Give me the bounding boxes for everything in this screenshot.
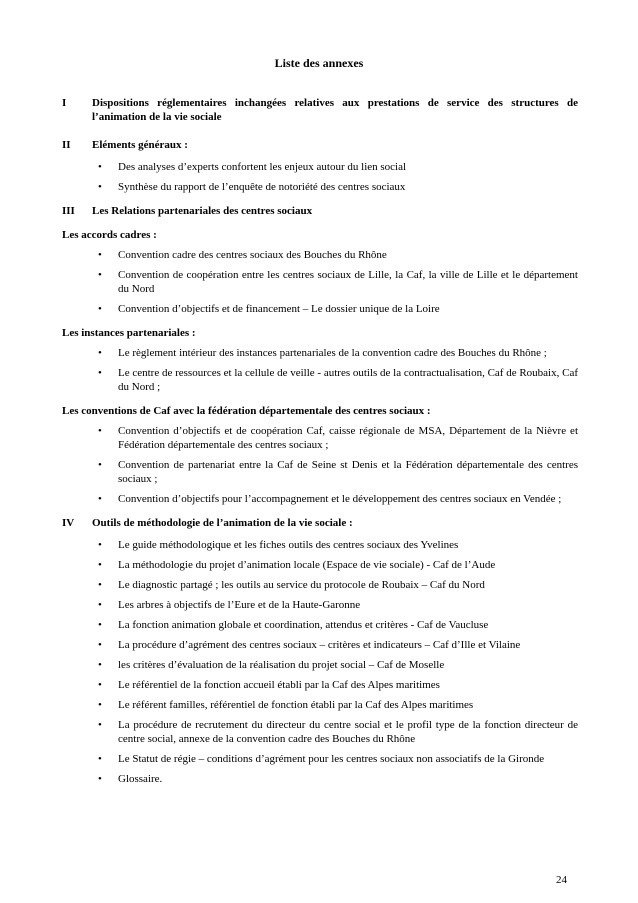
section-title: Dispositions réglementaires inchangées relatives aux prestations de service des structures de l’animation de la vie sociale <box>92 97 578 123</box>
bullet-icon: • <box>98 579 102 591</box>
accords-list <box>62 248 578 316</box>
bullet-icon: • <box>98 599 102 611</box>
page-title: Liste des annexes <box>274 56 364 70</box>
section-1 <box>62 96 578 124</box>
bullet-icon: • <box>98 347 102 359</box>
annex-list <box>62 96 578 796</box>
bullet-icon: • <box>98 303 102 315</box>
section-number: II <box>62 139 71 151</box>
section-3 <box>62 204 578 218</box>
section-title: Outils de méthodologie de l’animation de la vie sociale : <box>92 517 353 529</box>
list-item: • Convention d’objectifs et de financement – Le dossier unique de la Loire <box>98 303 440 315</box>
section-title: Eléments généraux : <box>92 139 188 151</box>
bullet-icon: • <box>98 659 102 671</box>
bullet-icon: • <box>98 539 102 551</box>
section-2-list <box>62 160 578 194</box>
accords-heading: Les accords cadres : <box>62 229 157 241</box>
list-item: • Convention cadre des centres sociaux des Bouches du Rhône <box>98 249 387 261</box>
list-item: • La méthodologie du projet d’animation locale (Espace de vie sociale) - Caf de l’Aude <box>98 559 496 571</box>
bullet-icon: • <box>98 699 102 711</box>
section-title: Les Relations partenariales des centres sociaux <box>92 205 313 217</box>
bullet-icon: • <box>98 679 102 691</box>
list-item: • Le Statut de régie – conditions d’agrément pour les centres sociaux non associatifs de la Gironde <box>98 753 545 765</box>
bullet-icon: • <box>98 459 102 471</box>
section-number: IV <box>62 517 75 529</box>
bullet-icon: • <box>98 269 102 281</box>
section-2 <box>62 138 578 152</box>
list-item: • La procédure de recrutement du directeur du centre social et le profil type de la fonction directeur de centre social, annexe de la convention cadre des Bouches du Rhône <box>98 719 578 745</box>
section-4 <box>62 516 578 530</box>
page-number: 24 <box>556 874 567 886</box>
conventions-list <box>62 424 578 506</box>
bullet-icon: • <box>98 559 102 571</box>
list-item: • Le centre de ressources et la cellule de veille - autres outils de la contractualisation, Caf de Roubaix, Caf du Nord ; <box>98 367 578 393</box>
bullet-icon: • <box>98 249 102 261</box>
section-number: I <box>62 97 67 109</box>
list-item: • Convention de partenariat entre la Caf de Seine st Denis et la Fédération départementale des centres sociaux ; <box>98 459 578 485</box>
bullet-icon: • <box>98 773 102 785</box>
list-item: • Le référentiel de la fonction accueil établi par la Caf des Alpes maritimes <box>98 679 440 691</box>
list-item: • les critères d’évaluation de la réalisation du projet social – Caf de Moselle <box>98 659 445 671</box>
bullet-icon: • <box>98 161 102 173</box>
bullet-icon: • <box>98 425 102 437</box>
list-item: • Le règlement intérieur des instances partenariales de la convention cadre des Bouches du Rhône ; <box>98 347 547 359</box>
bullet-icon: • <box>98 619 102 631</box>
list-item: • La procédure d’agrément des centres sociaux – critères et indicateurs – Caf d’Ille et Vilaine <box>98 639 521 651</box>
list-item: • Convention d’objectifs pour l’accompagnement et le développement des centres sociaux en Vendée ; <box>98 493 562 505</box>
list-item: • Le guide méthodologique et les fiches outils des centres sociaux des Yvelines <box>98 539 459 551</box>
bullet-icon: • <box>98 719 102 731</box>
instances-list <box>62 346 578 394</box>
list-item: • Convention de coopération entre les centres sociaux de Lille, la Caf, la ville de Lille et le département du Nord <box>98 269 578 295</box>
bullet-icon: • <box>98 181 102 193</box>
instances-heading: Les instances partenariales : <box>62 327 196 339</box>
bullet-icon: • <box>98 753 102 765</box>
section-4-list <box>62 538 578 786</box>
section-number: III <box>62 205 75 217</box>
list-item: • Les arbres à objectifs de l’Eure et de la Haute-Garonne <box>98 599 361 611</box>
list-item: • Le référent familles, référentiel de fonction établi par la Caf des Alpes maritimes <box>98 699 474 711</box>
list-item: • Des analyses d’experts confortent les enjeux autour du lien social <box>98 161 407 173</box>
bullet-icon: • <box>98 493 102 505</box>
list-item: • Le diagnostic partagé ; les outils au service du protocole de Roubaix – Caf du Nord <box>98 579 485 591</box>
list-item: • Convention d’objectifs et de coopération Caf, caisse régionale de MSA, Département de la Nièvre et Fédération départementale des centres sociaux ; <box>98 425 578 451</box>
bullet-icon: • <box>98 367 102 379</box>
list-item: • La fonction animation globale et coordination, attendus et critères - Caf de Vaucluse <box>98 619 489 631</box>
bullet-icon: • <box>98 639 102 651</box>
list-item: • Glossaire. <box>98 773 163 785</box>
conventions-heading: Les conventions de Caf avec la fédération départementale des centres sociaux : <box>62 405 431 417</box>
list-item: • Synthèse du rapport de l’enquête de notoriété des centres sociaux <box>98 181 406 193</box>
